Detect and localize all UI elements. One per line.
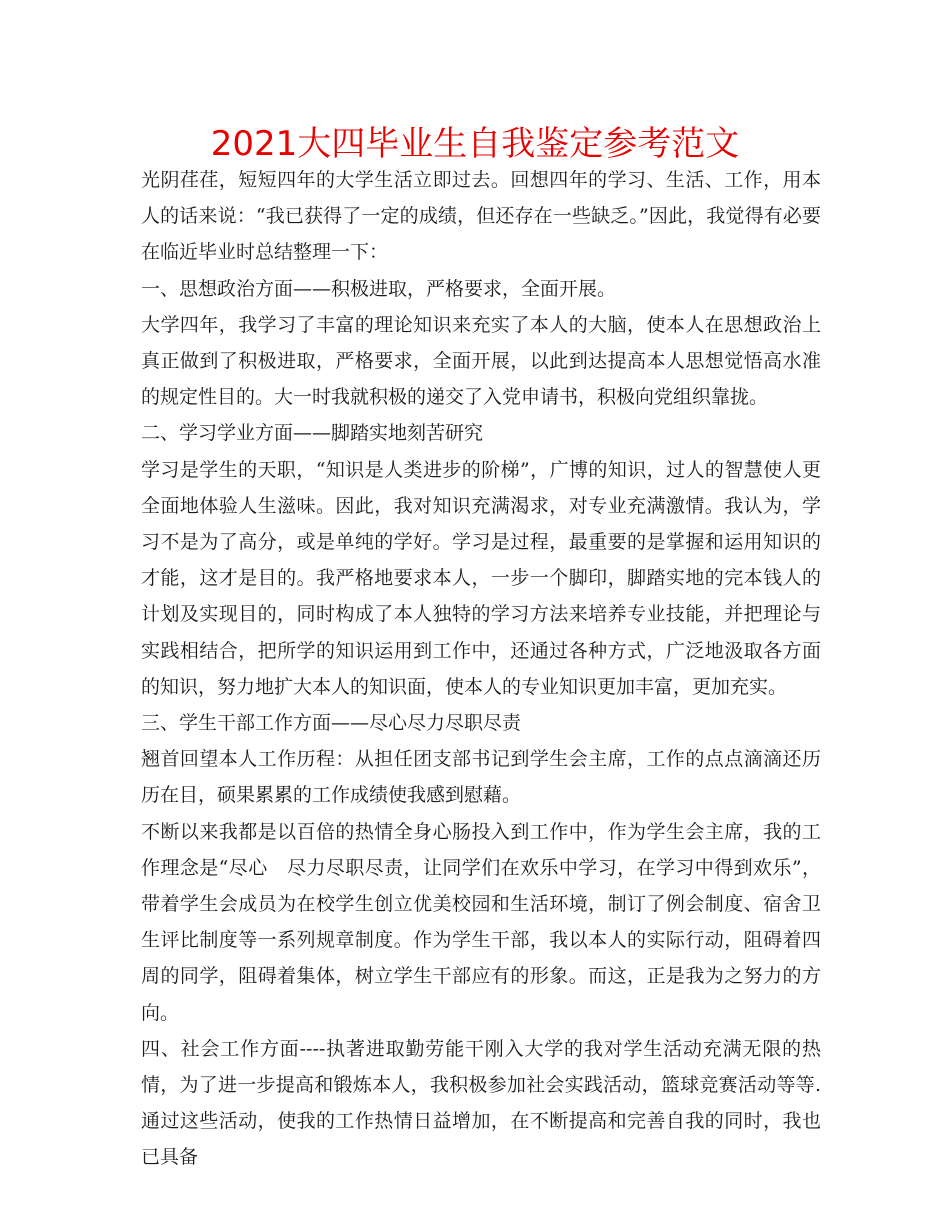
social-work-paragraph: 四、社会工作方面----执著进取勤劳能干刚入大学的我对学生活动充满无限的热情，为了进一步提高和锻炼本人，我积极参加社会实践活动，篮球竞赛活动等等. 通过这些活动，使我的工作热情日益增加，在不断提高和完善自我的同时，我也已具备 bbox=[141, 1037, 821, 1169]
document-title: 2021大四毕业生自我鉴定参考范文 bbox=[210, 124, 740, 164]
intro-paragraph: 光阴荏荏，短短四年的大学生活立即过去。回想四年的学习、生活、工作，用本人的话来说：“我已获得了一定的成绩，但还存在一些缺乏。”因此，我觉得有必要在临近毕业时总结整理一下： bbox=[141, 169, 821, 264]
section-heading-political: 一、思想政治方面——积极进取，严格要求，全面开展。 bbox=[141, 277, 617, 300]
study-paragraph: 学习是学生的天职，“知识是人类进步的阶梯”，广博的知识，过人的智慧使人更全面地体验人生滋味。因此，我对知识充满渴求，对专业充满激情。我认为，学习不是为了高分，或是单纯的学好。学习是过程，最重要的是掌握和运用知识的才能，这才是目的。我严格地要求本人，一步一个脚印，脚踏实地的完本钱人的计划及实现目的，同时构成了本人独特的学习方法来培养专业技能，并把理论与实践相结合，把所学的知识运用到工作中，还通过各种方式，广泛地汲取各方面的知识，努力地扩大本人的知识面，使本人的专业知识更加丰富，更加充实。 bbox=[141, 458, 821, 698]
section-heading-cadre: 三、学生干部工作方面——尽心尽力尽职尽责 bbox=[141, 712, 522, 735]
political-paragraph: 大学四年，我学习了丰富的理论知识来充实了本人的大脑，使本人在思想政治上真正做到了积极进取，严格要求，全面开展，以此到达提高本人思想觉悟高水准的规定性目的。大一时我就积极的递交了入党申请书，积极向党组织靠拢。 bbox=[141, 313, 821, 409]
document-body bbox=[141, 162, 821, 1176]
section-heading-study: 二、学习学业方面——脚踏实地刻苦研究 bbox=[141, 422, 484, 445]
cadre-paragraph-1: 翘首回望本人工作历程：从担任团支部书记到学生会主席，工作的点点滴滴还历历在目，硕果累累的工作成绩使我感到慰藉。 bbox=[141, 748, 821, 807]
cadre-paragraph-2: 不断以来我都是以百倍的热情全身心肠投入到工作中，作为学生会主席，我的工作理念是“尽心 尽力尽职尽责，让同学们在欢乐中学习，在学习中得到欢乐”，带着学生会成员为在校学生创立优美校园和生活环境，制订了例会制度、宿舍卫生评比制度等一系列规章制度。作为学生干部，我以本人的实际行动，阻碍着四周的同学，阻碍着集体，树立学生干部应有的形象。而这，正是我为之努力的方向。 bbox=[141, 820, 821, 1024]
